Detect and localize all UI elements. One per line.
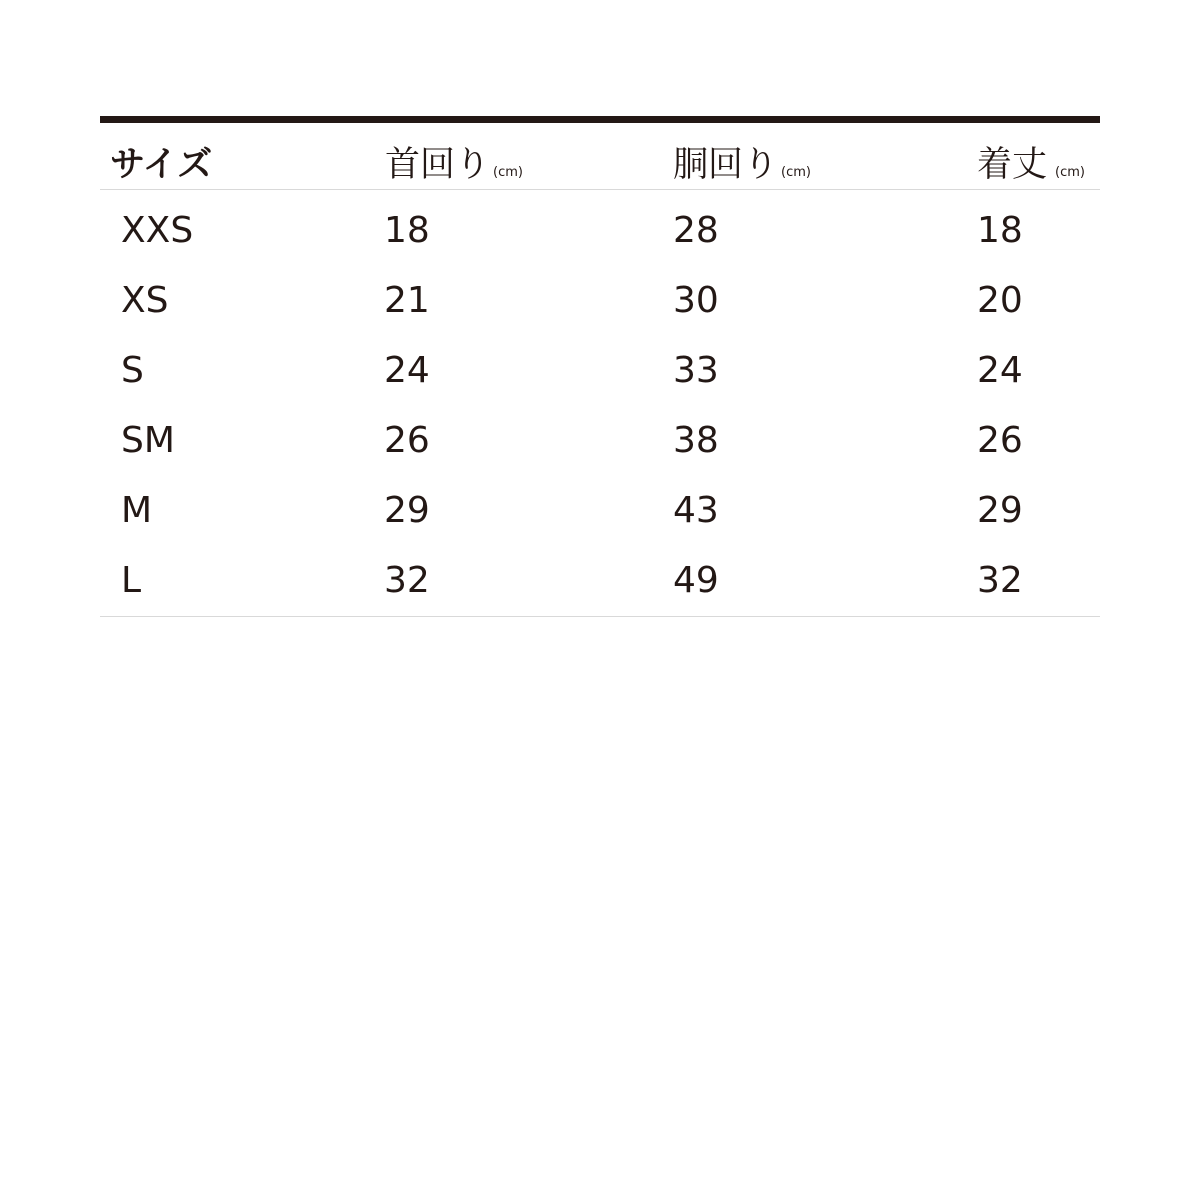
cell-waist: 43 [673, 490, 719, 531]
table-row [100, 405, 1100, 475]
cell-waist: 38 [673, 420, 719, 461]
cell-length: 26 [977, 420, 1023, 461]
cell-waist: 49 [673, 560, 719, 601]
header-neck [385, 143, 523, 195]
header-neck-label: 首回り [385, 145, 491, 185]
header-neck-unit: (cm) [493, 165, 523, 180]
cell-neck: 24 [384, 350, 430, 391]
cell-waist: 28 [673, 210, 719, 251]
cell-size: M [121, 490, 153, 531]
cell-waist: 33 [673, 350, 719, 391]
cell-size: XXS [121, 210, 194, 251]
table-header-row [100, 123, 1100, 190]
table-row [100, 475, 1100, 545]
header-size: サイズ [110, 145, 213, 185]
header-length-unit: (cm) [1055, 165, 1085, 180]
header-waist [673, 143, 811, 195]
table-row [100, 545, 1100, 615]
table-row [100, 335, 1100, 405]
cell-neck: 26 [384, 420, 430, 461]
cell-neck: 29 [384, 490, 430, 531]
cell-length: 18 [977, 210, 1023, 251]
cell-size: SM [121, 420, 175, 461]
cell-neck: 21 [384, 280, 430, 321]
header-waist-unit: (cm) [781, 165, 811, 180]
cell-size: XS [121, 280, 169, 321]
cell-neck: 32 [384, 560, 430, 601]
size-chart-table [100, 116, 1100, 617]
cell-size: S [121, 350, 144, 391]
cell-waist: 30 [673, 280, 719, 321]
cell-neck: 18 [384, 210, 430, 251]
header-length [977, 143, 1085, 195]
header-waist-label: 胴回り [673, 145, 779, 185]
cell-length: 32 [977, 560, 1023, 601]
header-length-label: 着丈 [977, 145, 1048, 185]
table-body [100, 190, 1100, 617]
table-row [100, 195, 1100, 265]
table-row [100, 265, 1100, 335]
cell-size: L [121, 560, 142, 601]
cell-length: 24 [977, 350, 1023, 391]
cell-length: 29 [977, 490, 1023, 531]
table-top-rule [100, 116, 1100, 123]
cell-length: 20 [977, 280, 1023, 321]
